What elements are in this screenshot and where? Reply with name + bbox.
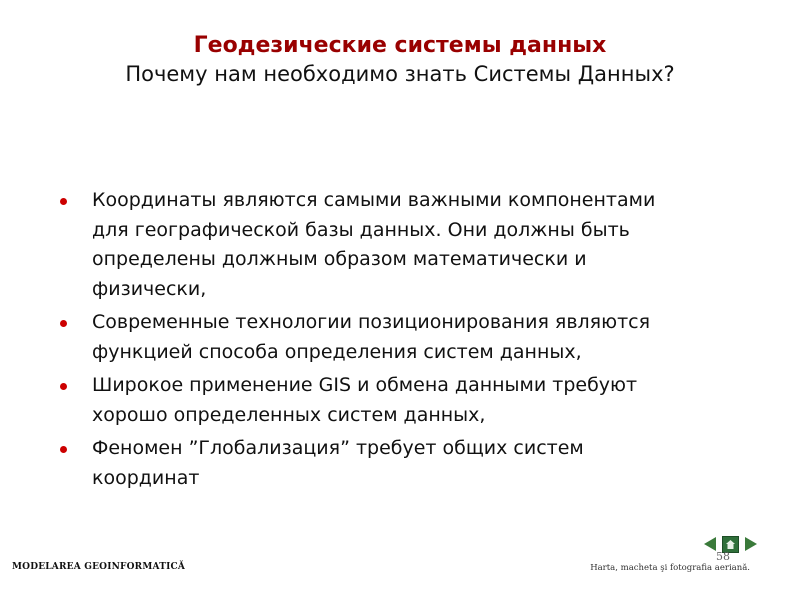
bullet-text: Феномен ”Глобализация” требует общих систем координат: [92, 437, 584, 489]
footer-course-title: MODELAREA GEOINFORMATICĂ: [12, 562, 186, 572]
footer-section-title: Harta, macheta şi fotografia aeriană.: [590, 563, 750, 573]
bullet-item: [56, 371, 696, 430]
slide-title-block: [0, 32, 800, 88]
bullet-dot-icon: [60, 446, 67, 453]
slide-navigation: [704, 536, 757, 552]
bullet-item: [56, 434, 696, 493]
bullet-item: [56, 308, 696, 367]
bullet-dot-icon: [60, 320, 67, 327]
bullet-dot-icon: [60, 198, 67, 205]
bullet-item: [56, 186, 696, 304]
slide-title: Геодезические системы данных: [193, 33, 607, 58]
bullet-list: [56, 186, 696, 497]
page-number: 58: [716, 550, 730, 563]
triangle-left-icon[interactable]: [704, 537, 716, 551]
bullet-text: Широкое применение GIS и обмена данными требуют хорошо определенных систем данных,: [92, 374, 638, 426]
bullet-text: Координаты являются самыми важными компонентами для географической базы данных. Они должны быть определены должным образом математически и физически,: [92, 189, 656, 300]
bullet-dot-icon: [60, 383, 67, 390]
triangle-right-icon[interactable]: [745, 537, 757, 551]
bullet-text: Современные технологии позиционирования являются функцией способа определения систем данных,: [92, 311, 651, 363]
slide-subtitle: Почему нам необходимо знать Системы Данных?: [125, 62, 675, 86]
